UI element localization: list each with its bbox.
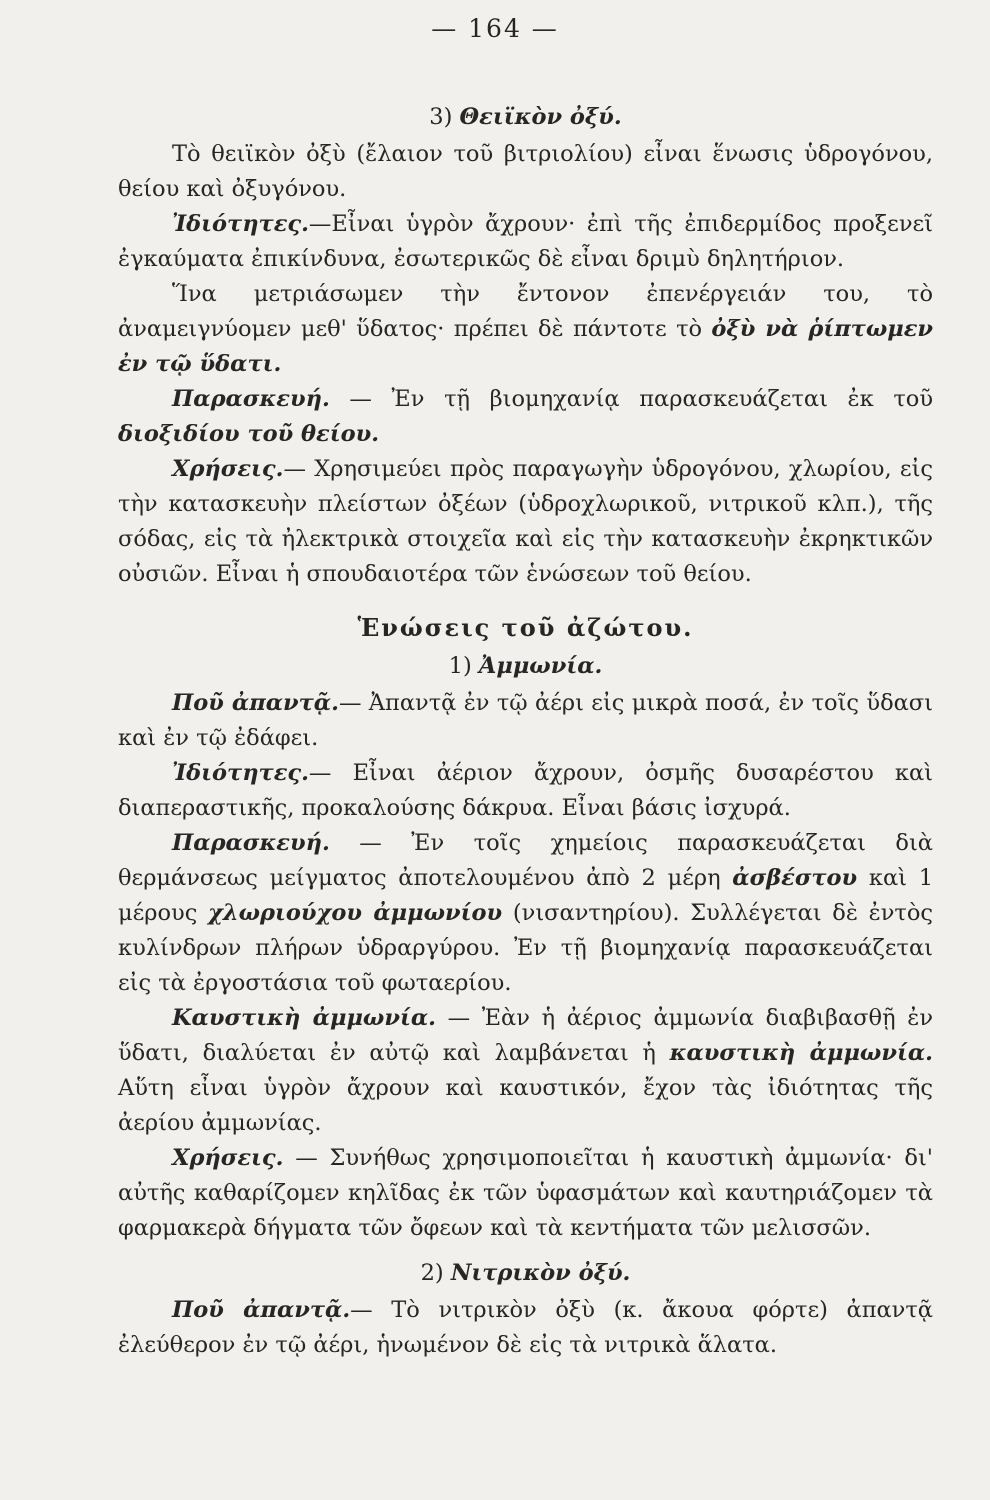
paragraph-text: — Ἐὰν ἡ ἀέριος ἀμμωνία διαβιβασθῇ ἐν ὕδατι, διαλύεται ἐν αὐτῷ καὶ λαμβάνεται ἡ <box>118 1005 933 1066</box>
heading-title: Νιτρικὸν ὀξύ. <box>450 1260 631 1286</box>
paragraph-caustic-ammonia <box>118 1001 933 1141</box>
paragraph-text: — Ἐν τοῖς χημείοις παρασκευάζεται διὰ θερμάνσεως μείγματος ἀποτελουμένου ἀπὸ 2 μέρη <box>118 830 933 891</box>
paragraph-text: καὶ 1 μέρους <box>118 865 934 926</box>
paragraph-ammonia-preparation <box>118 826 933 1001</box>
paragraph-text: —Εἶναι ὑγρὸν ἄχρουν· ἐπὶ τῆς ἐπιδερμίδος προξενεῖ ἐγκαύματα ἐπικίνδυνα, ἐσωτερικῶς δὲ εἶναι δριμὺ δηλητήριον. <box>118 211 933 272</box>
page-text <box>118 96 933 1363</box>
paragraph-text: — Τὸ νιτρικὸν ὀξὺ (κ. ἄκουα φόρτε) ἀπαντᾷ ἐλεύθερον ἐν τῷ ἀέρι, ἡνωμένον δὲ εἰς τὰ νιτρικὰ ἅλατα. <box>118 1297 933 1358</box>
term-label: Ἰδιότητες. <box>172 211 309 237</box>
term-label: Χρήσεις. <box>172 456 284 482</box>
term-label: Ποῦ ἀπαντᾷ. <box>172 1297 351 1323</box>
paragraph-ammonia-uses <box>118 1141 933 1246</box>
paragraph-intro: Τὸ θειϊκὸν ὀξὺ (ἔλαιον τοῦ βιτριολίου) εἶναι ἕνωσις ὑδρογόνου, θείου καὶ ὀξυγόνου. <box>118 141 933 202</box>
emphasis: διοξιδίου τοῦ θείου. <box>118 421 380 447</box>
heading-sulfuric-acid <box>118 100 933 135</box>
heading-ammonia <box>118 649 933 684</box>
paragraph-nitric-occurrence <box>118 1293 933 1363</box>
paragraph-properties <box>118 207 933 277</box>
emphasis: ἀσβέστου <box>732 865 858 891</box>
heading-number: 1) <box>448 653 472 679</box>
emphasis: ὀξὺ νὰ ῥίπτωμεν ἐν τῷ ὕδατι. <box>118 316 933 377</box>
term-label: Ἰδιότητες. <box>172 760 309 786</box>
heading-number: 2) <box>420 1260 444 1286</box>
heading-title: Θειϊκὸν ὀξύ. <box>459 104 622 130</box>
paragraph-text: — Ἀπαντᾷ ἐν τῷ ἀέρι εἰς μικρὰ ποσά, ἐν τοῖς ὕδασι καὶ ἐν τῷ ἐδάφει. <box>118 690 933 751</box>
term-label: Καυστικὴ ἀμμωνία. <box>172 1005 436 1031</box>
emphasis: καυστικὴ ἀμμωνία. <box>669 1040 933 1066</box>
paragraph-occurrence <box>118 686 933 756</box>
paragraph-uses <box>118 452 933 592</box>
paragraph-ammonia-properties <box>118 756 933 826</box>
paragraph-preparation <box>118 382 933 452</box>
heading-title: Ἀμμωνία. <box>478 653 603 679</box>
paragraph-text: — Συνήθως χρησιμοποιεῖται ἡ καυστικὴ ἀμμωνία· δι' αὐτῆς καθαρίζομεν κηλῖδας ἐκ τῶν ὑφασμάτων καὶ καυτηριάζομεν τὰ φαρμακερὰ δήγματα τῶν ὄφεων καὶ τὰ κεντήματα τῶν μελισσῶν. <box>118 1145 933 1241</box>
section-title: Ἑνώσεις τοῦ ἀζώτου. <box>357 613 694 642</box>
emphasis: χλωριούχου ἀμμωνίου <box>208 900 503 926</box>
paragraph-text: Ἵνα μετριάσωμεν τὴν ἔντονον ἐπενέργειάν του, τὸ ἀναμειγνύομεν μεθ' ὕδατος· πρέπει δὲ πάντοτε τὸ <box>118 281 933 342</box>
term-label: Χρήσεις. <box>172 1145 284 1171</box>
page-number: — 164 — <box>431 14 559 43</box>
paragraph-text: Αὕτη εἶναι ὑγρὸν ἄχρουν καὶ καυστικόν, ἔχον τὰς ἰδιότητας τῆς ἀερίου ἀμμωνίας. <box>118 1075 933 1136</box>
paragraph-text: — Ἐν τῇ βιομηχανίᾳ παρασκευάζεται ἐκ τοῦ <box>329 386 933 412</box>
term-label: Παρασκευή. <box>172 830 330 856</box>
term-label: Παρασκευή. <box>172 386 330 412</box>
heading-nitric-acid <box>118 1256 933 1291</box>
paragraph-dilution <box>118 277 933 382</box>
paragraph-text: — Εἶναι ἀέριον ἄχρουν, ὀσμῆς δυσαρέστου καὶ διαπεραστικῆς, προκαλούσης δάκρυα. Εἶναι βάσις ἰσχυρά. <box>118 760 933 821</box>
term-label: Ποῦ ἀπαντᾷ. <box>172 690 339 716</box>
paragraph-text: (νισαντηρίου). Συλλέγεται δὲ ἐντὸς κυλίνδρων πλήρων ὑδραργύρου. Ἐν τῇ βιομηχανίᾳ παρασκευάζεται εἰς τὰ ἐργοστάσια τοῦ φωταερίου. <box>118 900 934 996</box>
paragraph-text: — Χρησιμεύει πρὸς παραγωγὴν ὑδρογόνου, χλωρίου, εἰς τὴν κατασκευὴν πλείστων ὀξέων (ὑδροχλωρικοῦ, νιτρικοῦ κλπ.), τῆς σόδας, εἰς τὰ ἠλεκτρικὰ στοιχεῖα καὶ εἰς τὴν κατασκευὴν ἐκρηκτικῶν οὐσιῶν. Εἶναι ἡ σπουδαιοτέρα τῶν ἑνώσεων τοῦ θείου. <box>118 456 933 587</box>
heading-number: 3) <box>429 104 453 130</box>
